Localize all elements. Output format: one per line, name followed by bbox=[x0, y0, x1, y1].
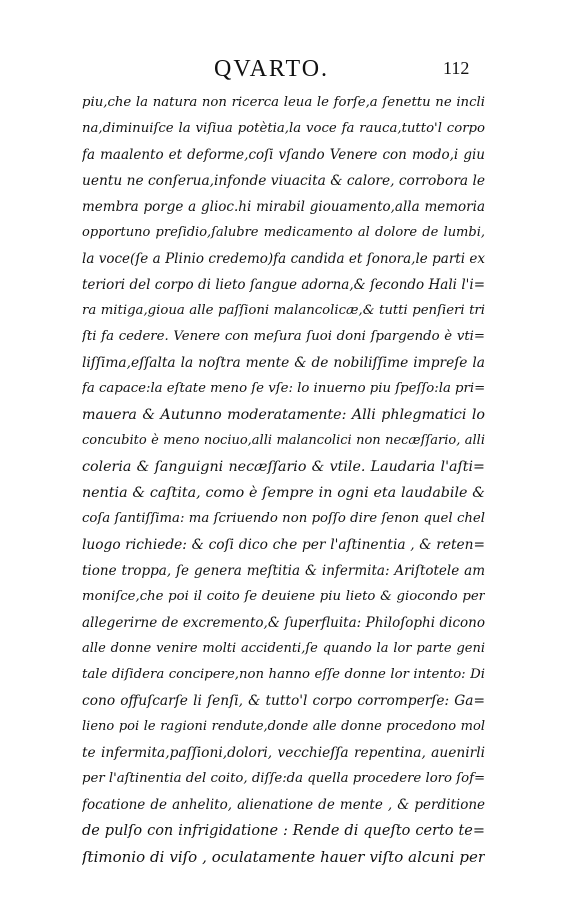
text-line: alle donne venire molti accidenti,ſe quando la lor parte geni bbox=[82, 641, 485, 656]
page-number: 112 bbox=[443, 58, 470, 78]
text-line: na,diminuiſce la viſiua potètia,la voce fa rauca,tutto'l corpo bbox=[82, 121, 485, 136]
text-line: per l'aſtinentia del coito, diſſe:da quella procedere loro ſof= bbox=[82, 771, 485, 786]
text-line: coleria & ſanguigni necæſſario & vtile. Laudaria l'aſti= bbox=[82, 459, 485, 475]
text-line: tione troppa, ſe genera meſtitia & infermita: Ariſtotele am bbox=[82, 563, 485, 579]
text-line: moniſce,che poi il coito ſe deuiene piu lieto & giocondo per bbox=[82, 589, 485, 604]
text-line: focatione de anhelito, alienatione de mente , & perditione bbox=[82, 797, 485, 813]
text-line: allegerirne de excremento,& ſuperfluita: Philoſophi dicono bbox=[82, 615, 485, 631]
text-line: uentu ne conſerua,infonde viuacita & calore, corrobora le bbox=[82, 173, 485, 189]
text-line: fa capace:la eſtate meno ſe vſe: lo inuerno piu ſpeſſo:la pri= bbox=[82, 381, 485, 396]
text-line: coſa ſantiſſima: ma ſcriuendo non poſſo dire ſenon quel chel bbox=[82, 511, 485, 526]
text-line: fa maalento et deforme,coſi vſando Venere con modo,i giu bbox=[82, 147, 485, 163]
text-line: opportuno preſidio,ſalubre medicamento al dolore de lumbi, bbox=[82, 225, 485, 240]
text-line: ſtimonio di viſo , oculatamente hauer viſto alcuni per bbox=[82, 848, 485, 866]
text-line: piu,che la natura non ricerca leua le forſe,a ſenettu ne incli bbox=[82, 95, 485, 110]
running-head: QVARTO. bbox=[214, 56, 330, 82]
page-header bbox=[0, 56, 581, 90]
text-line: ra mitiga,gioua alle paſſioni malancolicæ,& tutti penſieri tri bbox=[82, 303, 485, 318]
text-line: teriori del corpo di lieto ſangue adorna,& ſecondo Hali l'i= bbox=[82, 277, 485, 293]
text-line: mauera & Autunno moderatamente: Alli phlegmatici lo bbox=[82, 407, 485, 423]
text-line: te infermita,paſſioni,dolori, vecchieſſa repentina, auenirli bbox=[82, 745, 485, 761]
text-line: de pulſo con infrigidatione : Rende di queſto certo te= bbox=[82, 823, 485, 839]
text-line: liſſima,eſſalta la noſtra mente & de nobiliſſime impreſe la bbox=[82, 355, 485, 371]
text-line: cono offuſcarſe li ſenſi, & tutto'l corpo corromperſe: Ga= bbox=[82, 693, 485, 709]
text-line: concubito è meno nociuo,alli malancolici non necæſſario, alli bbox=[82, 433, 485, 448]
text-line: nentia & caſtita, como è ſempre in ogni eta laudabile & bbox=[82, 485, 485, 501]
text-line: ſti fa cedere. Venere con meſura ſuoi doni ſpargendo è vti= bbox=[82, 329, 485, 344]
text-line: luogo richiede: & coſi dico che per l'aſtinentia , & reten= bbox=[82, 537, 485, 553]
text-line: membra porge a glioc.hi mirabil giouamento,alla memoria bbox=[82, 199, 485, 215]
text-line: lieno poi le ragioni rendute,donde alle donne procedono mol bbox=[82, 719, 485, 734]
text-line: tale diſidera concipere,non hanno eſſe donne lor intento: Di bbox=[82, 667, 485, 682]
text-line: la voce(ſe a Plinio credemo)fa candida et ſonora,le parti ex bbox=[82, 251, 485, 267]
